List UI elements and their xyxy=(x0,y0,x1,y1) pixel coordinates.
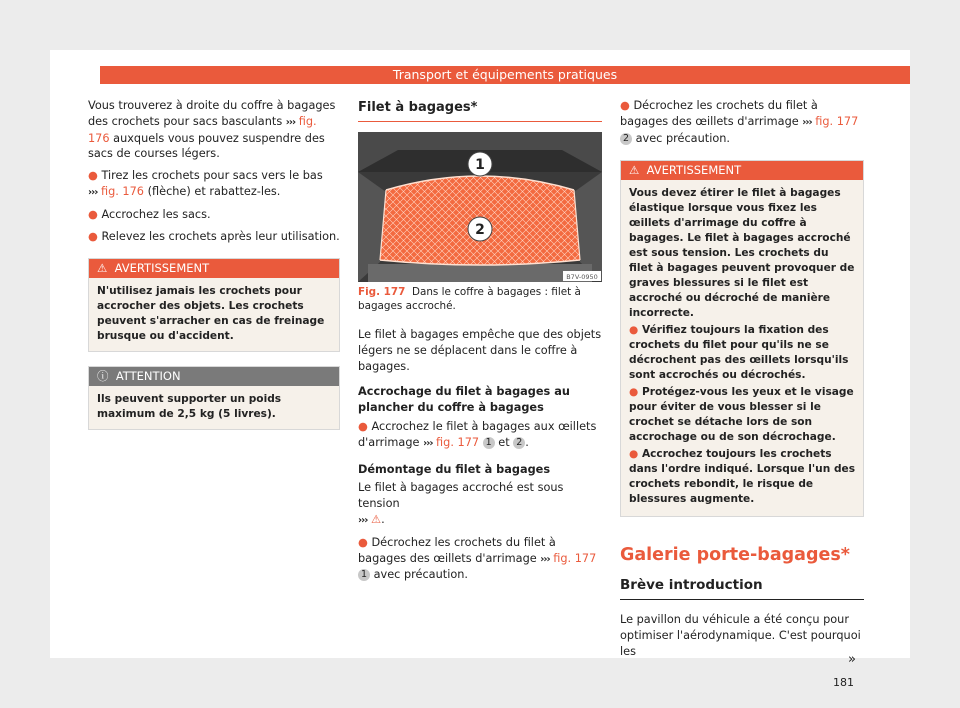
figure-link[interactable]: fig. 177 xyxy=(436,435,480,449)
subheading: Démontage du filet à bagages xyxy=(358,462,551,476)
page-number: 181 xyxy=(833,676,854,689)
figure-link[interactable]: fig. 176 xyxy=(100,184,144,198)
callout-marker: 2 xyxy=(620,133,632,145)
callout-marker: 1 xyxy=(358,569,370,581)
reference-arrows: ››› xyxy=(423,437,433,449)
warning-item: ● Protégez-vous les yeux et le visage pour éviter de vous blesser si le crochet se détache lors de son accrochage ou de son décrochage. xyxy=(629,386,854,444)
intro-paragraph: Vous trouverez à droite du coffre à bagages des crochets pour sacs basculants ››› fig. 176 auxquels vous pouvez suspendre des sacs de courses légers. xyxy=(88,99,336,161)
warning-content xyxy=(621,180,863,516)
callout-2: 2 xyxy=(475,222,485,238)
manual-page xyxy=(50,50,910,689)
bullet-icon: ● xyxy=(88,169,98,183)
figure-link[interactable]: fig. 177 xyxy=(553,551,597,565)
section-title: Filet à bagages* xyxy=(358,98,602,122)
figure-caption: Fig. 177 Dans le coffre à bagages : filet à bagages accroché. xyxy=(358,286,581,312)
bullet-icon: ● xyxy=(629,324,639,337)
reference-arrows: ››› xyxy=(802,116,812,128)
subheading: Accrochage du filet à bagages au plancher du coffre à bagages xyxy=(358,385,570,415)
warning-header: ⚠ AVERTISSEMENT xyxy=(621,161,863,180)
callout-marker: 1 xyxy=(483,437,495,449)
chapter-section-title: Galerie porte-bagages* xyxy=(620,545,850,566)
column-left xyxy=(88,98,340,430)
bullet-icon: ● xyxy=(629,386,639,399)
column-right xyxy=(620,98,864,666)
figure-code: B7V-0950 xyxy=(566,273,598,281)
reference-arrows: ››› xyxy=(285,116,296,128)
warning-triangle-icon[interactable]: ⚠ xyxy=(370,512,382,526)
paragraph: Le filet à bagages empêche que des objets légers ne se déplacent dans le coffre à bagages. xyxy=(358,328,602,373)
figure-177 xyxy=(358,132,602,282)
warning-intro: Vous devez étirer le filet à bagages élastique lorsque vous fixez les œillets d'arrimage du coffre à bagages. Le filet à bagages accroché est sous tension. Les crochets du filet à bagages peuvent provoquer de graves blessures si le filet est accroché ou décroché de manière incorrecte. xyxy=(629,187,855,320)
warning-header: ⚠ AVERTISSEMENT xyxy=(89,259,339,278)
warning-box xyxy=(88,258,340,352)
warning-text: N'utilisez jamais les crochets pour accrocher des objets. Les crochets peuvent s'arracher en cas de freinage brusque ou d'accident. xyxy=(97,285,325,343)
bullet-icon: ● xyxy=(358,535,368,549)
warning-box xyxy=(620,160,864,517)
figure-link[interactable]: fig. 177 xyxy=(815,114,859,128)
reference-arrows: ››› xyxy=(88,186,98,198)
list-item: ● Décrochez les crochets du filet à bagages des œillets d'arrimage ››› fig. 177 1 avec précaution. xyxy=(358,535,597,582)
paragraph: Le filet à bagages accroché est sous tension ››› ⚠. xyxy=(358,481,564,526)
list-item: ● Accrochez le filet à bagages aux œillets d'arrimage ››› fig. 177 1 et 2 . xyxy=(358,419,597,449)
callout-1: 1 xyxy=(475,157,485,173)
attention-text: Ils peuvent supporter un poids maximum de 2,5 kg (5 livres). xyxy=(97,393,282,421)
warning-triangle-icon: ⚠ xyxy=(97,261,108,276)
warning-item: ● Vérifiez toujours la fixation des crochets du filet pour qu'ils ne se décrochent pas des œillets lorsqu'ils sont accrochés ou décrochés. xyxy=(629,324,849,382)
attention-header: ⓘ ATTENTION xyxy=(89,367,339,386)
cargo-net-illustration xyxy=(358,132,602,282)
callout-marker: 2 xyxy=(513,437,525,449)
warning-item: ● Accrochez toujours les crochets dans l'ordre indiqué. Lorsque l'un des crochets rebondit, le risque de blessures augmente. xyxy=(629,448,856,506)
section-title: Brève introduction xyxy=(620,575,864,600)
bullet-icon: ● xyxy=(620,99,630,112)
continue-marker: » xyxy=(848,652,856,667)
attention-box xyxy=(88,366,340,430)
chapter-header: Transport et équipements pratiques xyxy=(100,66,910,84)
bullet-icon: ● xyxy=(88,207,98,221)
column-middle xyxy=(358,98,602,589)
reference-arrows: ››› xyxy=(540,553,550,565)
paragraph: Le pavillon du véhicule a été conçu pour optimiser l'aérodynamique. C'est pourquoi les xyxy=(620,613,861,658)
figure-link[interactable]: fig. 176 xyxy=(88,114,317,145)
info-circle-icon: ⓘ xyxy=(97,369,109,384)
warning-triangle-icon: ⚠ xyxy=(629,163,640,178)
bullet-icon: ● xyxy=(88,229,98,243)
bullet-icon: ● xyxy=(358,419,368,433)
reference-arrows: ››› xyxy=(358,514,368,526)
list-item: ● Relevez les crochets après leur utilisation. xyxy=(88,229,340,243)
bullet-icon: ● xyxy=(629,448,639,461)
list-item: ● Tirez les crochets pour sacs vers le bas ››› fig. 176 (flèche) et rabattez-les. xyxy=(88,169,323,198)
list-item: ● Décrochez les crochets du filet à bagages des œillets d'arrimage ››› fig. 177 2 avec précaution. xyxy=(620,99,859,145)
list-item: ● Accrochez les sacs. xyxy=(88,207,211,221)
